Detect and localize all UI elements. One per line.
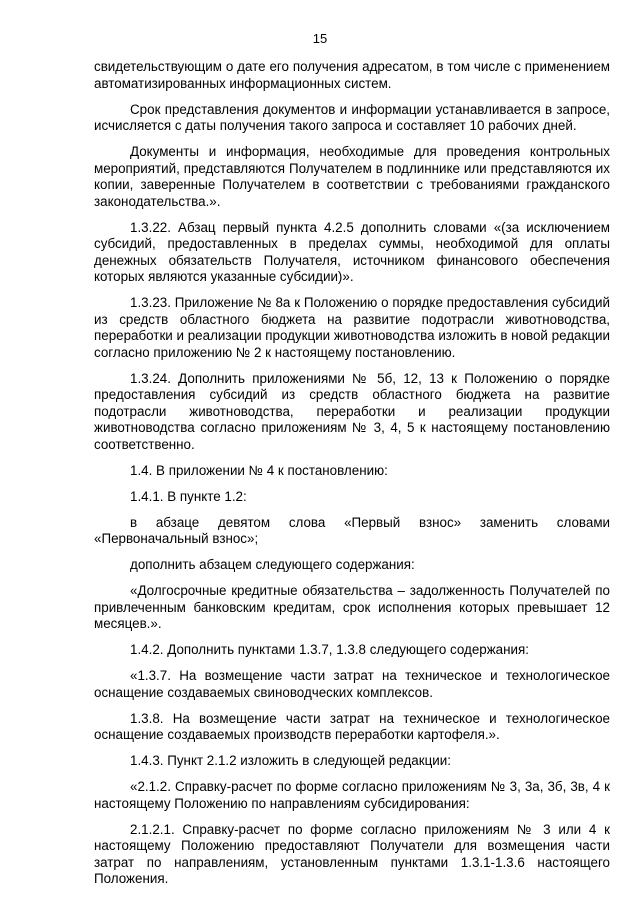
paragraph-deadline: Срок представления документов и информации устанавливается в запросе, исчисляется с даты получения такого запроса и составляет 10 рабочих дней. <box>94 101 610 133</box>
paragraph-add-clause: дополнить абзацем следующего содержания: <box>130 557 415 572</box>
paragraph-documents: Документы и информация, необходимые для проведения контрольных мероприятий, представляются Получателем в подлиннике или представляются их копии, заверенные Получателем в соответствии с требованиями гражданского законодательства.». <box>94 144 610 209</box>
paragraph-1-4-2: 1.4.2. Дополнить пунктами 1.3.7, 1.3.8 следующего содержания: <box>130 642 529 657</box>
paragraph-continuation: свидетельствующим о дате его получения адресатом, в том числе с применением автоматизированных информационных систем. <box>94 59 610 91</box>
paragraph-replace-words: в абзаце девятом слова «Первый взнос» заменить словами «Первоначальный взнос»; <box>94 514 610 546</box>
document-body <box>94 59 610 897</box>
paragraph-1-3-24: 1.3.24. Дополнить приложениями № 5б, 12, 13 к Положению о порядке предоставления субсидий из средств областного бюджета на развитие подотрасли животноводства, переработки и реализации продукции животноводства согласно приложениям № 3, 4, 5 к настоящему постановлению соответственно. <box>94 370 610 452</box>
paragraph-1-3-7: «1.3.7. На возмещение части затрат на техническое и технологическое оснащение создаваемых свиноводческих комплексов. <box>94 668 610 700</box>
paragraph-1-4: 1.4. В приложении № 4 к постановлению: <box>130 462 388 478</box>
paragraph-1-3-22: 1.3.22. Абзац первый пункта 4.2.5 дополнить словами «(за исключением субсидий, предоставленных в пределах суммы, необходимой для оплаты денежных обязательств Получателя, источником финансового обеспечения которых являются указанные субсидии)». <box>94 219 610 284</box>
paragraph-2-1-2-1: 2.1.2.1. Справку-расчет по форме согласно приложениям № 3 или 4 к настоящему Положению предоставляют Получатели для возмещения части затрат по направлениям, установленным пунктами 1.3.1-1.3.6 настоящего Положения. <box>94 821 610 886</box>
paragraph-1-4-3: 1.4.3. Пункт 2.1.2 изложить в следующей редакции: <box>130 753 451 768</box>
page-number: 15 <box>312 31 328 46</box>
paragraph-1-3-23: 1.3.23. Приложение № 8а к Положению о порядке предоставления субсидий из средств областного бюджета на развитие подотрасли животноводства, переработки и реализации продукции животноводства изложить в новой редакции согласно приложению № 2 к настоящему постановлению. <box>94 295 610 360</box>
paragraph-2-1-2: «2.1.2. Справку-расчет по форме согласно приложениям № 3, 3а, 3б, 3в, 4 к настоящему Положению по направлениям субсидирования: <box>94 779 610 811</box>
paragraph-1-4-1: 1.4.1. В пункте 1.2: <box>130 488 247 504</box>
paragraph-long-term-obligations: «Долгосрочные кредитные обязательства – задолженность Получателей по привлеченным банковским кредитам, срок исполнения которых превышает 12 месяцев.». <box>94 583 610 631</box>
paragraph-1-3-8: 1.3.8. На возмещение части затрат на техническое и технологическое оснащение создаваемых производств переработки картофеля.». <box>94 710 610 742</box>
